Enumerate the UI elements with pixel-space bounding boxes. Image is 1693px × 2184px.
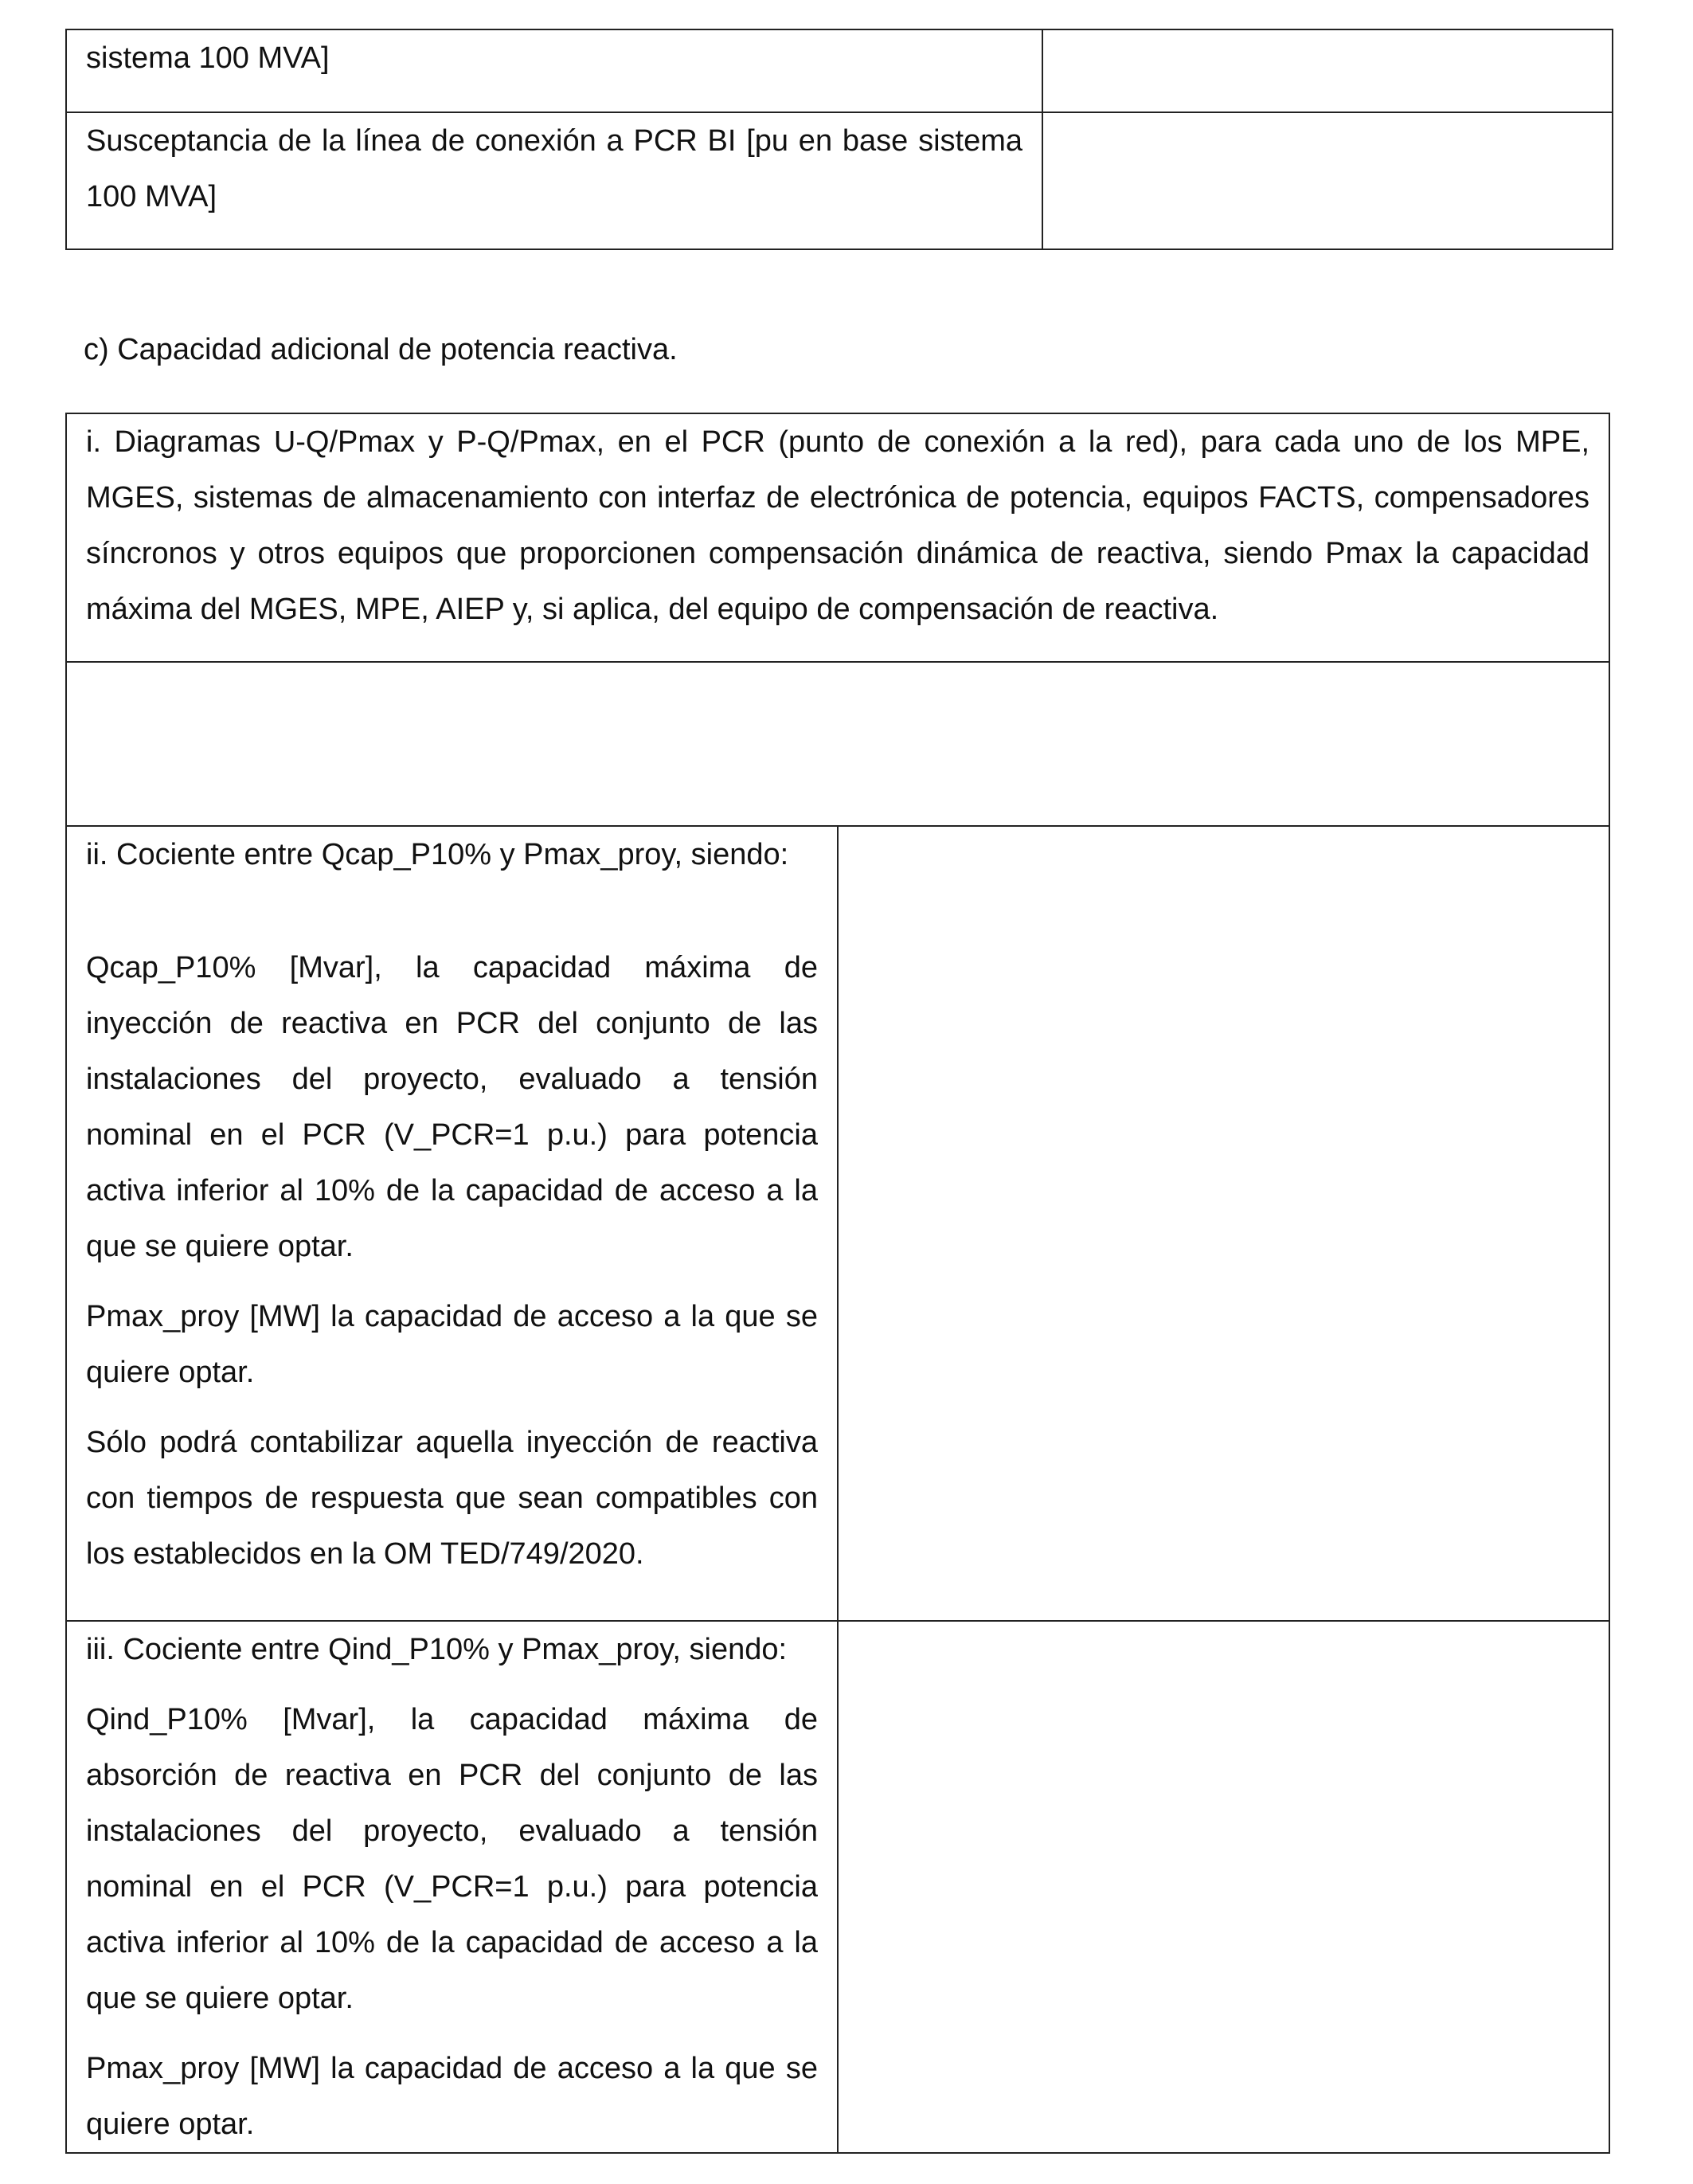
item-iii-title: iii. Cociente entre Qind_P10% y Pmax_proy, siendo:	[86, 1633, 788, 1666]
item-iii-pmax-definition: Pmax_proy [MW] la capacidad de acceso a la que se quiere optar.	[86, 2052, 818, 2141]
item-i-answer-cell	[66, 662, 1609, 826]
item-i-text: i. Diagramas U-Q/Pmax y P-Q/Pmax, en el PCR (punto de conexión a la red), para cada uno de los MPE, MGES, sistemas de almacenamiento con interfaz de electrónica de potencia, equipos FACTS, compensadores síncronos y otros equipos que proporcionen compensación dinámica de reactiva, siendo Pmax la capacidad máxima del MGES, MPE, AIEP y, si aplica, del equipo de compensación de reactiva.	[86, 425, 1589, 626]
item-iii-cell	[66, 1621, 838, 2153]
top-row1-text: sistema 100 MVA]	[86, 41, 330, 75]
top-row2-label	[66, 112, 1042, 249]
top-row1-value-cell	[1042, 29, 1613, 112]
item-iii-answer-cell	[838, 1621, 1609, 2153]
table-row	[66, 1621, 1609, 2153]
table-row	[66, 112, 1613, 249]
item-ii-response-note: Sólo podrá contabilizar aquella inyección de reactiva con tiempos de respuesta que sean compatibles con los establecidos en la OM TED/749/2020.	[86, 1426, 818, 1571]
item-i-cell	[66, 413, 1609, 662]
top-row2-value-cell	[1042, 112, 1613, 249]
top-table	[65, 29, 1613, 250]
top-row1-label	[66, 29, 1042, 112]
reactive-capacity-table	[65, 413, 1610, 2154]
item-ii-cell	[66, 826, 838, 1621]
table-row	[66, 413, 1609, 662]
item-ii-title: ii. Cociente entre Qcap_P10% y Pmax_proy, siendo:	[86, 838, 789, 871]
section-c-heading: c) Capacidad adicional de potencia reactiva.	[84, 333, 678, 366]
item-ii-answer-cell	[838, 826, 1609, 1621]
table-row	[66, 826, 1609, 1621]
table-row	[66, 29, 1613, 112]
item-ii-pmax-definition: Pmax_proy [MW] la capacidad de acceso a la que se quiere optar.	[86, 1300, 818, 1389]
item-ii-qcap-definition: Qcap_P10% [Mvar], la capacidad máxima de inyección de reactiva en PCR del conjunto de las instalaciones del proyecto, evaluado a tensión nominal en el PCR (V_PCR=1 p.u.) para potencia activa inferior al 10% de la capacidad de acceso a la que se quiere optar.	[86, 951, 818, 1263]
top-row2-text: Susceptancia de la línea de conexión a PCR BI [pu en base sistema 100 MVA]	[86, 124, 1022, 213]
table-row	[66, 662, 1609, 826]
item-iii-qind-definition: Qind_P10% [Mvar], la capacidad máxima de absorción de reactiva en PCR del conjunto de las instalaciones del proyecto, evaluado a tensión nominal en el PCR (V_PCR=1 p.u.) para potencia activa inferior al 10% de la capacidad de acceso a la que se quiere optar.	[86, 1703, 818, 2015]
